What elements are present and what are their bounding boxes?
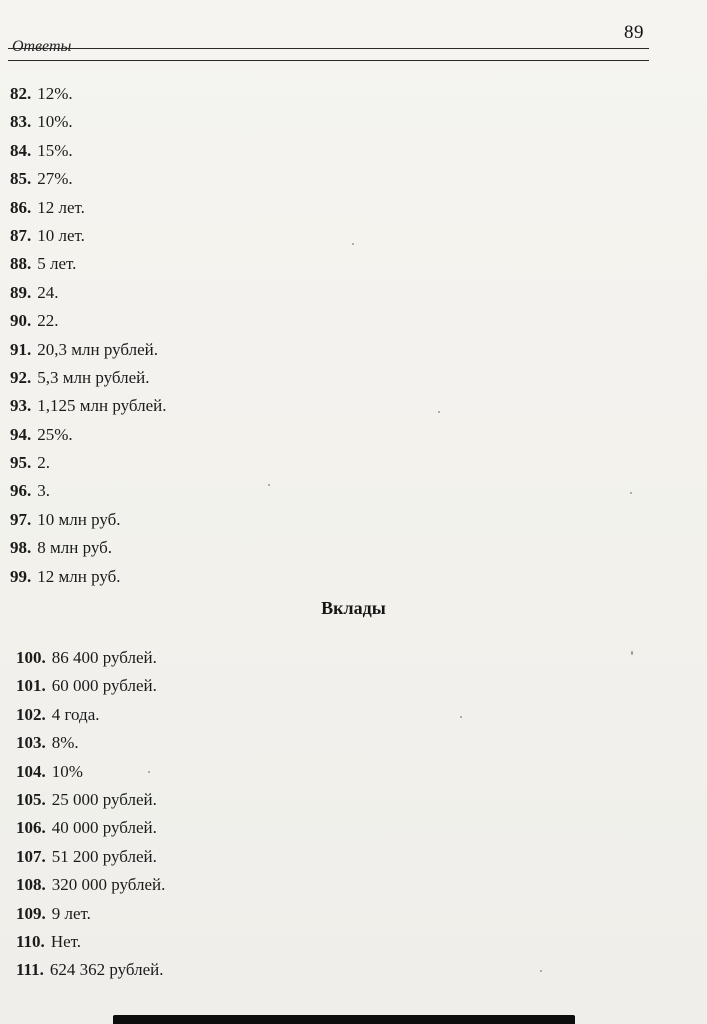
answer-text: 25%.: [37, 424, 73, 444]
scan-edge-artifact: [113, 1015, 575, 1024]
answer-text: 86 400 рублей.: [51, 648, 157, 667]
answer-row: [10, 762, 687, 790]
answer-text: 9 лет.: [51, 903, 91, 923]
answer-text: 10%.: [37, 112, 73, 132]
answer-text: 20,3 млн рублей.: [37, 339, 158, 359]
answer-text: 3.: [37, 481, 50, 501]
answer-number: 105.: [16, 789, 46, 809]
answer-row: [10, 676, 687, 704]
answer-row: [10, 648, 687, 676]
answer-text: 2.: [37, 453, 50, 473]
answer-number: 102.: [16, 704, 46, 724]
answer-number: 110.: [16, 931, 45, 951]
answer-row: [10, 311, 687, 339]
answer-row: [10, 453, 687, 481]
page-number: 89: [624, 22, 644, 43]
answer-text: 624 362 рублей.: [49, 960, 164, 980]
answer-number: 99.: [10, 566, 32, 586]
scan-speck: [352, 243, 354, 245]
answer-row: [10, 847, 687, 875]
answer-row: [10, 283, 687, 311]
answer-number: 85.: [10, 169, 32, 189]
answer-number: 91.: [10, 339, 32, 359]
answer-number: 109.: [16, 903, 46, 923]
answer-row: [10, 169, 687, 197]
answer-text: 10 лет.: [37, 225, 85, 245]
answer-row: [10, 141, 687, 169]
answer-text: 10 млн руб.: [37, 509, 121, 529]
scan-speck: [631, 651, 633, 655]
answer-number: 95.: [10, 453, 32, 473]
answer-row: [10, 567, 687, 595]
answer-text: 8%.: [51, 733, 79, 753]
answer-text: 22.: [37, 311, 59, 331]
answer-number: 86.: [10, 197, 32, 217]
answer-text: 51 200 рублей.: [51, 846, 157, 866]
answer-text: 5 лет.: [37, 254, 77, 274]
answer-number: 92.: [10, 367, 32, 387]
answer-number: 104.: [16, 761, 46, 781]
answer-row: [10, 368, 687, 396]
answer-number: 107.: [16, 846, 46, 866]
answer-text: 10%: [51, 761, 83, 781]
answer-number: 96.: [10, 481, 32, 501]
answer-text: 27%.: [37, 169, 73, 189]
scan-speck: [268, 484, 270, 486]
answer-text: 4 года.: [51, 704, 100, 724]
answer-text: 8 млн руб.: [37, 538, 113, 558]
answer-row: [10, 790, 687, 818]
answer-number: 82.: [10, 84, 32, 103]
answers-list-percent-section: [10, 84, 687, 595]
answer-text: 24.: [37, 282, 59, 302]
answer-number: 88.: [10, 254, 32, 274]
answer-number: 94.: [10, 424, 32, 444]
answer-text: 5,3 млн рублей.: [37, 367, 150, 387]
answer-row: [10, 340, 687, 368]
answer-row: [10, 226, 687, 254]
answer-row: [10, 960, 687, 988]
scan-speck: [630, 492, 632, 494]
answer-text: 15%.: [37, 140, 73, 160]
answer-row: [10, 112, 687, 140]
answer-number: 84.: [10, 140, 32, 160]
answer-number: 101.: [16, 676, 46, 696]
scan-speck: [460, 716, 462, 718]
answer-row: [10, 510, 687, 538]
answer-text: 12%.: [37, 84, 73, 103]
answer-number: 87.: [10, 225, 32, 245]
answer-row: [10, 733, 687, 761]
answer-text: 320 000 рублей.: [51, 875, 166, 895]
answer-text: Нет.: [50, 931, 82, 951]
answer-number: 98.: [10, 538, 32, 558]
scan-speck: [148, 771, 150, 773]
answer-row: [10, 198, 687, 226]
answer-row: [10, 538, 687, 566]
running-head-title: Ответы: [12, 38, 72, 55]
answer-row: [10, 705, 687, 733]
answer-number: 103.: [16, 733, 46, 753]
answer-number: 111.: [16, 960, 44, 980]
answer-row: [10, 875, 687, 903]
answer-text: 12 млн руб.: [37, 566, 121, 586]
answer-row: [10, 396, 687, 424]
section-heading-deposits: Вклады: [321, 598, 386, 618]
answers-list-deposits-section: [10, 648, 687, 989]
answer-number: 83.: [10, 112, 32, 132]
answer-text: 60 000 рублей.: [51, 676, 157, 696]
answer-number: 100.: [16, 648, 46, 667]
answer-text: 1,125 млн рублей.: [37, 396, 167, 416]
answer-row: [10, 254, 687, 282]
answer-number: 89.: [10, 282, 32, 302]
answer-row: [10, 84, 687, 112]
answer-number: 97.: [10, 509, 32, 529]
answer-row: [10, 818, 687, 846]
answer-text: 12 лет.: [37, 197, 85, 217]
answer-row: [10, 904, 687, 932]
answer-number: 90.: [10, 311, 32, 331]
answer-number: 93.: [10, 396, 32, 416]
header-rule-bottom: [8, 60, 649, 61]
scan-speck: [540, 970, 542, 972]
answer-row: [10, 481, 687, 509]
answer-number: 108.: [16, 875, 46, 895]
running-head: [8, 18, 689, 58]
answer-text: 25 000 рублей.: [51, 789, 157, 809]
scan-speck: [438, 411, 440, 413]
answer-text: 40 000 рублей.: [51, 818, 157, 838]
answer-row: [10, 932, 687, 960]
header-rule-top: [8, 48, 649, 49]
answer-row: [10, 425, 687, 453]
answer-number: 106.: [16, 818, 46, 838]
